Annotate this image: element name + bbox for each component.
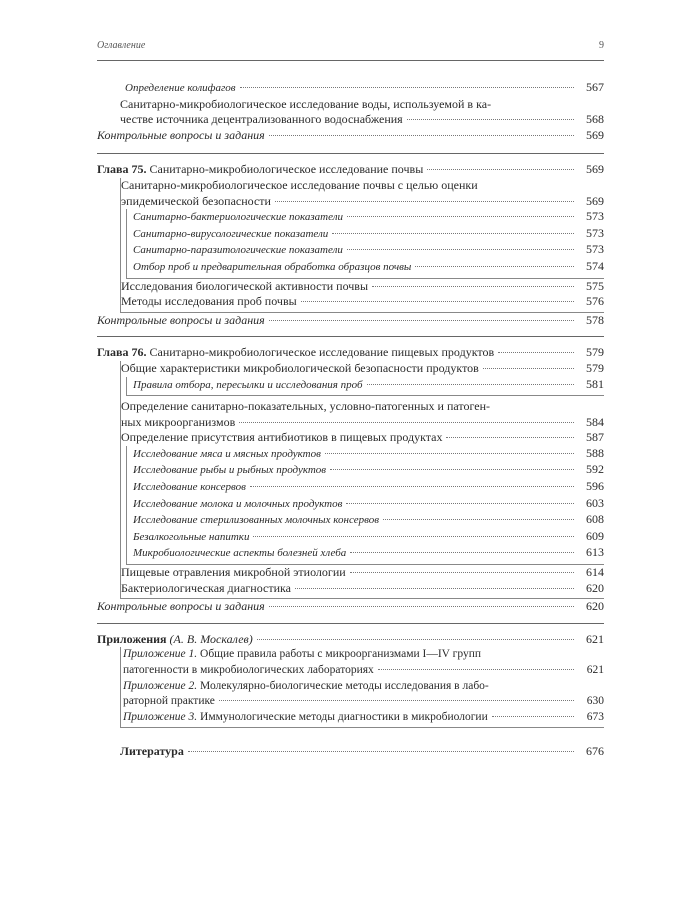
- leader-dots: [383, 519, 574, 520]
- chapter-76-sections: [120, 361, 604, 599]
- toc-entry-text: честве источника децентрализованного водоснабжения: [120, 112, 403, 127]
- leader-dots: [253, 536, 574, 537]
- toc-entry[interactable]: [127, 512, 604, 529]
- toc-entry-page: 567: [586, 80, 604, 94]
- toc-entry-text: Определение колифагов: [125, 82, 236, 94]
- toc-entry-text: Исследования биологической активности почвы: [121, 278, 369, 293]
- toc-entry-page: 573: [586, 209, 604, 224]
- toc-entry-text: Общие характеристики микробиологической безопасности продуктов: [121, 360, 479, 375]
- leader-dots: [188, 751, 574, 752]
- toc-entry-text: Контрольные вопросы и задания: [97, 127, 265, 142]
- toc-entry-text: Безалкогольные напитки: [133, 530, 250, 543]
- toc-entry-page: 575: [586, 278, 604, 293]
- toc-entry[interactable]: [121, 565, 604, 581]
- toc-entry-text: Методы исследования проб почвы: [121, 294, 297, 309]
- toc-entry-page: 621: [586, 664, 604, 676]
- toc-entry-text-line1: Санитарно-микробиологическое исследование воды, используемой в ка-: [120, 96, 492, 111]
- toc-entry-text: раторной практике: [123, 695, 215, 708]
- toc-entry[interactable]: [121, 430, 604, 446]
- toc-entry-page: 569: [586, 193, 604, 208]
- toc-entry-text-line1: Санитарно-микробиологическое исследование почвы с целью оценки: [121, 177, 478, 192]
- toc-entry-appendix[interactable]: [123, 647, 604, 678]
- leader-dots: [347, 249, 574, 250]
- toc-entry-page: 588: [586, 445, 604, 460]
- toc-entry[interactable]: [121, 399, 604, 430]
- toc-entry-page: 609: [586, 528, 604, 543]
- toc-entry[interactable]: [97, 80, 604, 97]
- running-header: [97, 40, 604, 51]
- toc-entry-page: 579: [586, 360, 604, 375]
- chapter-75-sections: [120, 178, 604, 313]
- appendix-label: Приложение 3.: [123, 710, 198, 723]
- toc-entry-appendix[interactable]: [123, 679, 604, 710]
- leader-dots: [415, 266, 574, 267]
- toc-entry-text: Контрольные вопросы и задания: [97, 312, 265, 327]
- toc-entry-text: Исследование молока и молочных продуктов: [133, 497, 343, 510]
- leader-dots: [240, 87, 574, 88]
- appendices-author: (А. В. Москалев): [169, 631, 253, 646]
- leader-dots: [350, 572, 574, 573]
- toc-entry-page: 573: [586, 225, 604, 240]
- toc-entry-text: Исследование консервов: [133, 481, 246, 494]
- toc-entry-page: 573: [586, 242, 604, 257]
- chapter-title: Санитарно-микробиологическое исследование почвы: [149, 162, 424, 177]
- appendices-title: Приложения: [97, 631, 167, 646]
- chapter-75-subsections: [126, 209, 604, 278]
- section-divider: [97, 153, 604, 154]
- toc-entry-text: Контрольные вопросы и задания: [97, 599, 265, 614]
- leader-dots: [295, 588, 574, 589]
- toc-literature[interactable]: [97, 744, 604, 760]
- section-divider: [97, 336, 604, 337]
- leader-dots: [239, 422, 574, 423]
- leader-dots: [372, 286, 574, 287]
- toc-entry-text: патогенности в микробиологических лабораториях: [123, 664, 374, 676]
- toc-entry[interactable]: [127, 242, 604, 259]
- toc-entry[interactable]: [97, 97, 604, 128]
- toc-entry-page: 620: [586, 599, 604, 614]
- leader-dots: [250, 486, 574, 487]
- leader-dots: [269, 320, 574, 321]
- toc-entry-text: Определение присутствия антибиотиков в пищевых продуктах: [121, 430, 443, 445]
- leader-dots: [275, 201, 574, 202]
- leader-dots: [446, 437, 574, 438]
- toc-entry[interactable]: [127, 545, 604, 562]
- toc-chapter-76[interactable]: [97, 345, 604, 361]
- toc-entry[interactable]: [97, 128, 604, 144]
- toc-entry-page: 673: [586, 710, 604, 723]
- toc-entry-page: 596: [586, 479, 604, 494]
- toc-entry-page: 578: [586, 312, 604, 327]
- leader-dots: [483, 368, 574, 369]
- toc-entry-text: Санитарно-вирусологические показатели: [133, 227, 329, 240]
- toc-entry-text: Исследование рыбы и рыбных продуктов: [133, 464, 327, 477]
- appendices-list: [120, 647, 604, 728]
- toc-entry-text: Микробиологические аспекты болезней хлеба: [133, 547, 347, 560]
- toc-entry-page: 621: [586, 631, 604, 646]
- leader-dots: [301, 301, 574, 302]
- toc-entry-page: 630: [586, 695, 604, 708]
- toc-entry-text: Санитарно-бактериологические показатели: [133, 211, 344, 224]
- toc-entry[interactable]: [121, 581, 604, 597]
- leader-dots: [219, 700, 574, 701]
- toc-entry[interactable]: [127, 529, 604, 546]
- toc-entry-text: Бактериологическая диагностика: [121, 580, 291, 595]
- leader-dots: [498, 352, 574, 353]
- toc-entry[interactable]: [127, 496, 604, 513]
- toc-entry[interactable]: [127, 479, 604, 496]
- toc-entry-text: Иммунологические методы диагностики в микробиологии: [200, 710, 488, 723]
- toc-entry-page: 587: [586, 430, 604, 445]
- toc-entry-appendix[interactable]: [123, 710, 604, 726]
- toc-entry-text: ных микроорганизмов: [121, 414, 236, 429]
- chapter-76-subsection-rules: [126, 377, 604, 397]
- toc-chapter-75[interactable]: [97, 162, 604, 178]
- toc-entry[interactable]: [127, 226, 604, 243]
- chapter-title: Санитарно-микробиологическое исследование пищевых продуктов: [149, 345, 495, 360]
- toc-entry-page: 592: [586, 462, 604, 477]
- leader-dots: [257, 639, 574, 640]
- chapter-76-subsections: [126, 446, 604, 565]
- toc-entry-page: 576: [586, 294, 604, 309]
- toc-entry-questions[interactable]: [97, 313, 604, 329]
- toc-entry-page: 574: [586, 258, 604, 273]
- header-rule: [97, 60, 604, 61]
- leader-dots: [407, 119, 574, 120]
- leader-dots: [332, 233, 574, 234]
- appendix-label: Приложение 2.: [123, 679, 198, 692]
- toc-entry-page: 676: [586, 744, 604, 759]
- toc-entry-text-line1: Общие правила работы с микроорганизмами I—IV групп: [200, 648, 482, 661]
- appendix-label: Приложение 1.: [123, 648, 198, 661]
- section-divider: [97, 623, 604, 624]
- toc-entry[interactable]: [127, 462, 604, 479]
- leader-dots: [325, 453, 574, 454]
- toc-entry-text: эпидемической безопасности: [121, 193, 271, 208]
- toc-entry-page: 579: [586, 345, 604, 360]
- toc-entry-page: 603: [586, 495, 604, 510]
- toc-entry-text: Исследование стерилизованных молочных консервов: [133, 514, 379, 527]
- toc-entry[interactable]: [127, 446, 604, 463]
- leader-dots: [269, 135, 574, 136]
- chapter-number: Глава 76.: [97, 345, 147, 360]
- leader-dots: [350, 552, 574, 553]
- toc-entry-text: Исследование мяса и мясных продуктов: [133, 447, 321, 460]
- toc-entry-page: 569: [586, 162, 604, 177]
- leader-dots: [269, 606, 574, 607]
- toc-entry[interactable]: [127, 377, 604, 394]
- toc-entry-page: 568: [586, 112, 604, 127]
- toc-entry-text: Санитарно-паразитологические показатели: [133, 244, 343, 257]
- toc-entry-text: Отбор проб и предварительная обработка образцов почвы: [133, 260, 412, 273]
- leader-dots: [427, 169, 574, 170]
- toc-entry-page: 581: [586, 376, 604, 391]
- toc-entry-text: Правила отбора, пересылки и исследования проб: [133, 378, 363, 391]
- toc-entry-page: 569: [586, 127, 604, 142]
- leader-dots: [367, 384, 574, 385]
- leader-dots: [346, 503, 574, 504]
- header-page-number: 9: [599, 40, 604, 51]
- leader-dots: [347, 216, 574, 217]
- spacer: [97, 728, 604, 744]
- toc-entry[interactable]: [121, 361, 604, 377]
- header-title: Оглавление: [97, 40, 146, 51]
- toc-entry-text-line1: Определение санитарно-показательных, условно-патогенных и патоген-: [121, 399, 490, 414]
- toc-entry[interactable]: [127, 259, 604, 276]
- chapter-number: Глава 75.: [97, 162, 147, 177]
- toc-entry-questions[interactable]: [97, 599, 604, 615]
- toc-entry[interactable]: [121, 279, 604, 295]
- toc-block-water-tail: [97, 80, 604, 145]
- table-of-contents: [97, 80, 604, 760]
- toc-entry[interactable]: [121, 178, 604, 209]
- toc-entry-page: 620: [586, 580, 604, 595]
- toc-entry-text: Пищевые отравления микробной этиологии: [121, 565, 346, 580]
- toc-entry-page: 608: [586, 512, 604, 527]
- toc-entry-text-line1: Молекулярно-биологические методы исследования в лабо-: [200, 679, 489, 692]
- toc-entry[interactable]: [121, 294, 604, 310]
- toc-entry-page: 614: [586, 565, 604, 580]
- leader-dots: [330, 469, 574, 470]
- leader-dots: [492, 716, 574, 717]
- toc-entry[interactable]: [127, 209, 604, 226]
- toc-entry-page: 613: [586, 545, 604, 560]
- toc-entry-page: 584: [586, 414, 604, 429]
- toc-appendices[interactable]: [97, 632, 604, 648]
- literature-title: Литература: [120, 744, 184, 759]
- leader-dots: [378, 669, 574, 670]
